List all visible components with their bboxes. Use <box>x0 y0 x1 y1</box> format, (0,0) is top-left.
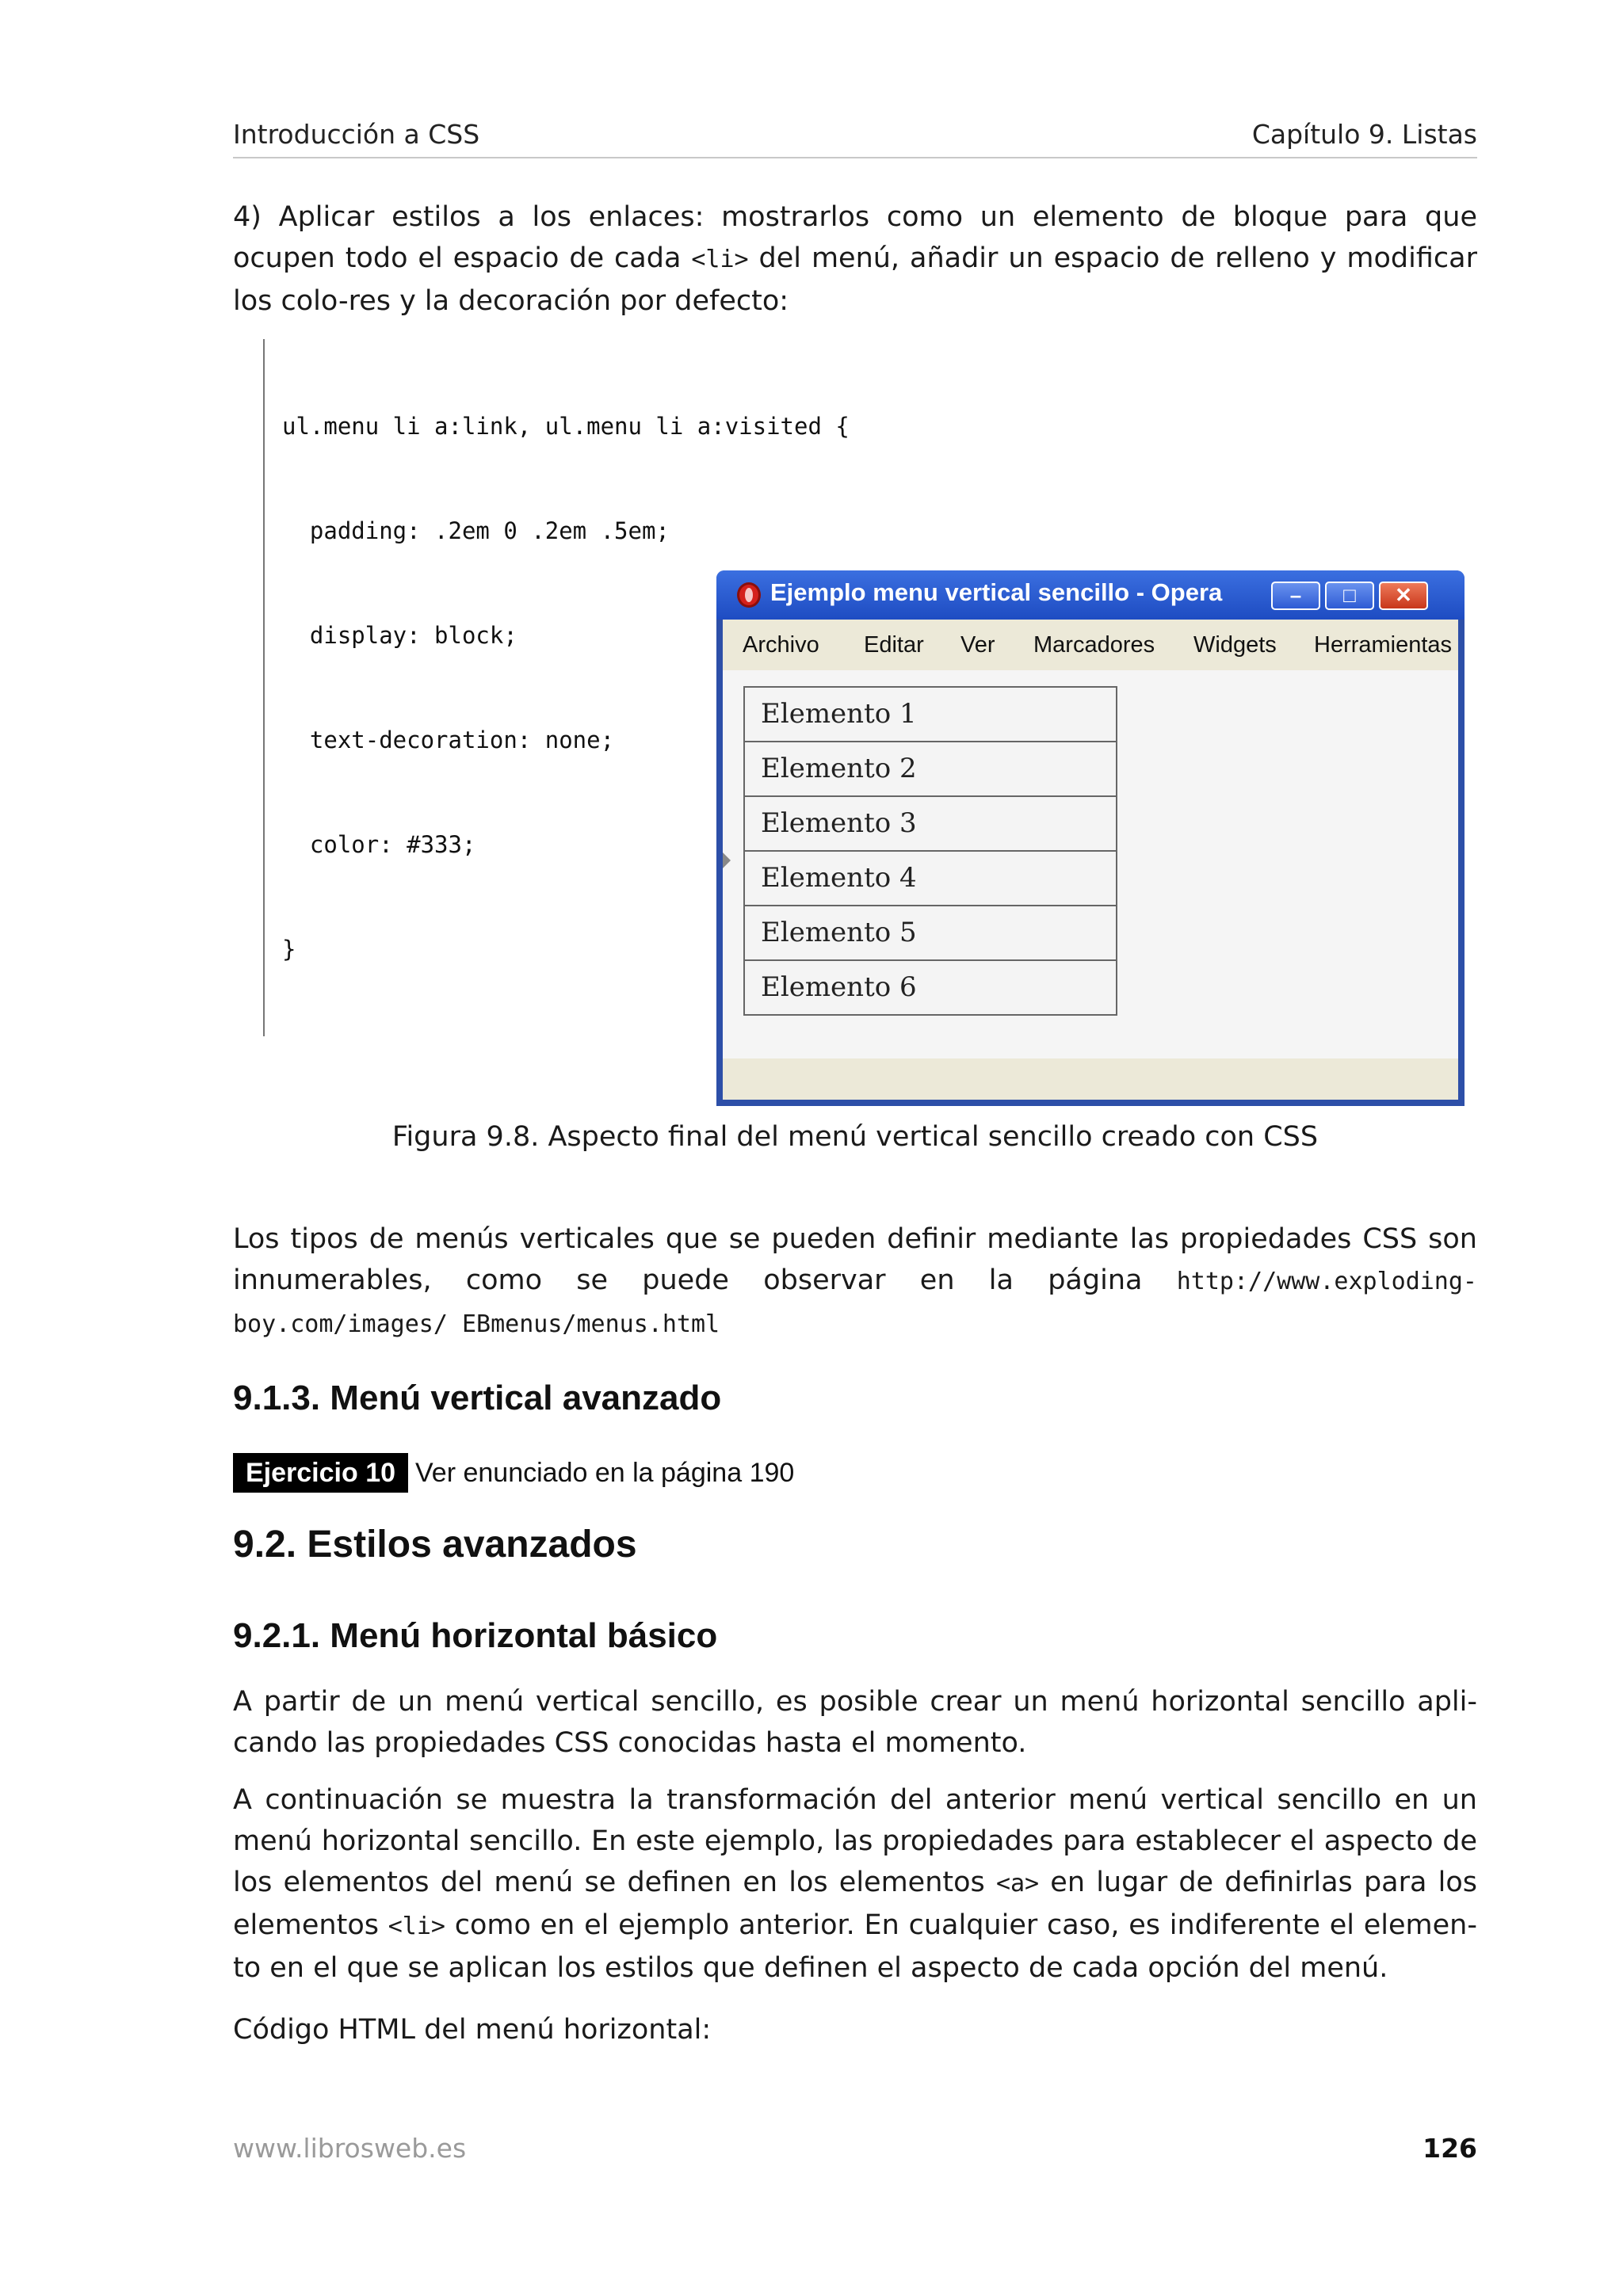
exercise-link[interactable]: Ver enunciado en la página 190 <box>415 1458 795 1488</box>
section-heading-913: 9.1.3. Menú vertical avanzado <box>233 1379 722 1417</box>
section-heading-921: 9.2.1. Menú horizontal básico <box>233 1616 718 1655</box>
menu-herramientas[interactable]: Herramientas <box>1314 632 1453 658</box>
vertical-menu <box>743 688 1117 1016</box>
paragraph-menu-types: Los tipos de menús verticales que se pueden definir mediante las propiedades CSS son innumerables, como se puede observar en la página http://www.exploding-boy.com/images/ EBmenus/menus.html <box>233 1223 1477 1338</box>
section-heading-92: 9.2. Estilos avanzados <box>233 1524 637 1566</box>
code-line: display: block; <box>282 622 517 649</box>
menu-ver[interactable]: Ver <box>960 632 995 658</box>
header-chapter: Capítulo 9. Listas <box>1251 119 1477 150</box>
code-line: padding: .2em 0 .2em .5em; <box>282 517 670 544</box>
page-footer <box>233 2133 1477 2172</box>
maximize-button[interactable]: □ <box>1325 582 1374 610</box>
paragraph-html-code-label: Código HTML del menú horizontal: <box>233 2014 712 2046</box>
side-arrow-icon <box>723 852 731 868</box>
paragraph-transformation: A continuación se muestra la transformación del anterior menú vertical sencillo en un menú horizontal sencillo. En este ejemplo, las propiedades para establecer el aspecto de los elementos del menú se definen en los elementos <a> en lugar de definirlas para los elementos <li> como en el ejemplo anterior. En cualquier caso, es indiferente el elemen-to en el que se aplican los estilos que definen el aspecto de cada opción del menú. <box>233 1784 1477 1984</box>
menu-item-3[interactable]: Elemento 3 <box>743 795 1117 852</box>
menu-item-2[interactable]: Elemento 2 <box>743 741 1117 797</box>
menu-item-5[interactable]: Elemento 5 <box>743 905 1117 961</box>
browser-statusbar <box>723 1058 1458 1100</box>
page-number: 126 <box>1423 2133 1477 2164</box>
menu-widgets[interactable]: Widgets <box>1193 632 1277 658</box>
minimize-button[interactable]: – <box>1271 582 1320 610</box>
header-book-title: Introducción a CSS <box>233 119 480 150</box>
browser-menubar <box>723 620 1458 670</box>
footer-website[interactable]: www.librosweb.es <box>233 2133 467 2164</box>
code-line: ul.menu li a:link, ul.menu li a:visited { <box>282 413 850 440</box>
running-header <box>233 119 1477 158</box>
paragraph-apply-link-styles: 4) Aplicar estilos a los enlaces: mostrarlos como un elemento de bloque para que ocupen todo el espacio de cada <li> del menú, añadir un espacio de relleno y modificar los colo-res y la decoración por defecto: <box>233 201 1477 317</box>
close-button[interactable]: ✕ <box>1379 582 1428 610</box>
opera-logo-icon <box>737 582 761 608</box>
menu-marcadores[interactable]: Marcadores <box>1033 632 1155 658</box>
inline-code-li: <li> <box>691 246 749 273</box>
menu-item-1[interactable]: Elemento 1 <box>743 686 1117 742</box>
menu-item-4[interactable]: Elemento 4 <box>743 850 1117 906</box>
paragraph-horizontal-intro: A partir de un menú vertical sencillo, es posible crear un menú horizontal sencillo apli-cando las propiedades CSS conocidas hasta el momento. <box>233 1686 1477 1759</box>
menu-item-6[interactable]: Elemento 6 <box>743 959 1117 1016</box>
exercise-badge: Ejercicio 10 <box>233 1453 408 1493</box>
figure-caption: Figura 9.8. Aspecto final del menú vertical sencillo creado con CSS <box>391 1121 1319 1153</box>
menu-editar[interactable]: Editar <box>864 632 924 658</box>
code-line: text-decoration: none; <box>282 727 615 753</box>
opera-window-screenshot <box>716 570 1465 1106</box>
browser-content <box>723 670 1458 1058</box>
code-line: color: #333; <box>282 831 476 858</box>
menu-archivo[interactable]: Archivo <box>743 632 819 658</box>
window-title: Ejemplo menu vertical sencillo - Opera <box>770 578 1223 606</box>
url-link[interactable]: http://www.exploding-boy.com/images/ EBmenus/menus.html <box>233 1268 1477 1338</box>
inline-code-a: <a> <box>995 1870 1040 1897</box>
code-line: } <box>282 936 296 963</box>
window-titlebar <box>716 570 1465 620</box>
inline-code-li-2: <li> <box>388 1913 445 1940</box>
